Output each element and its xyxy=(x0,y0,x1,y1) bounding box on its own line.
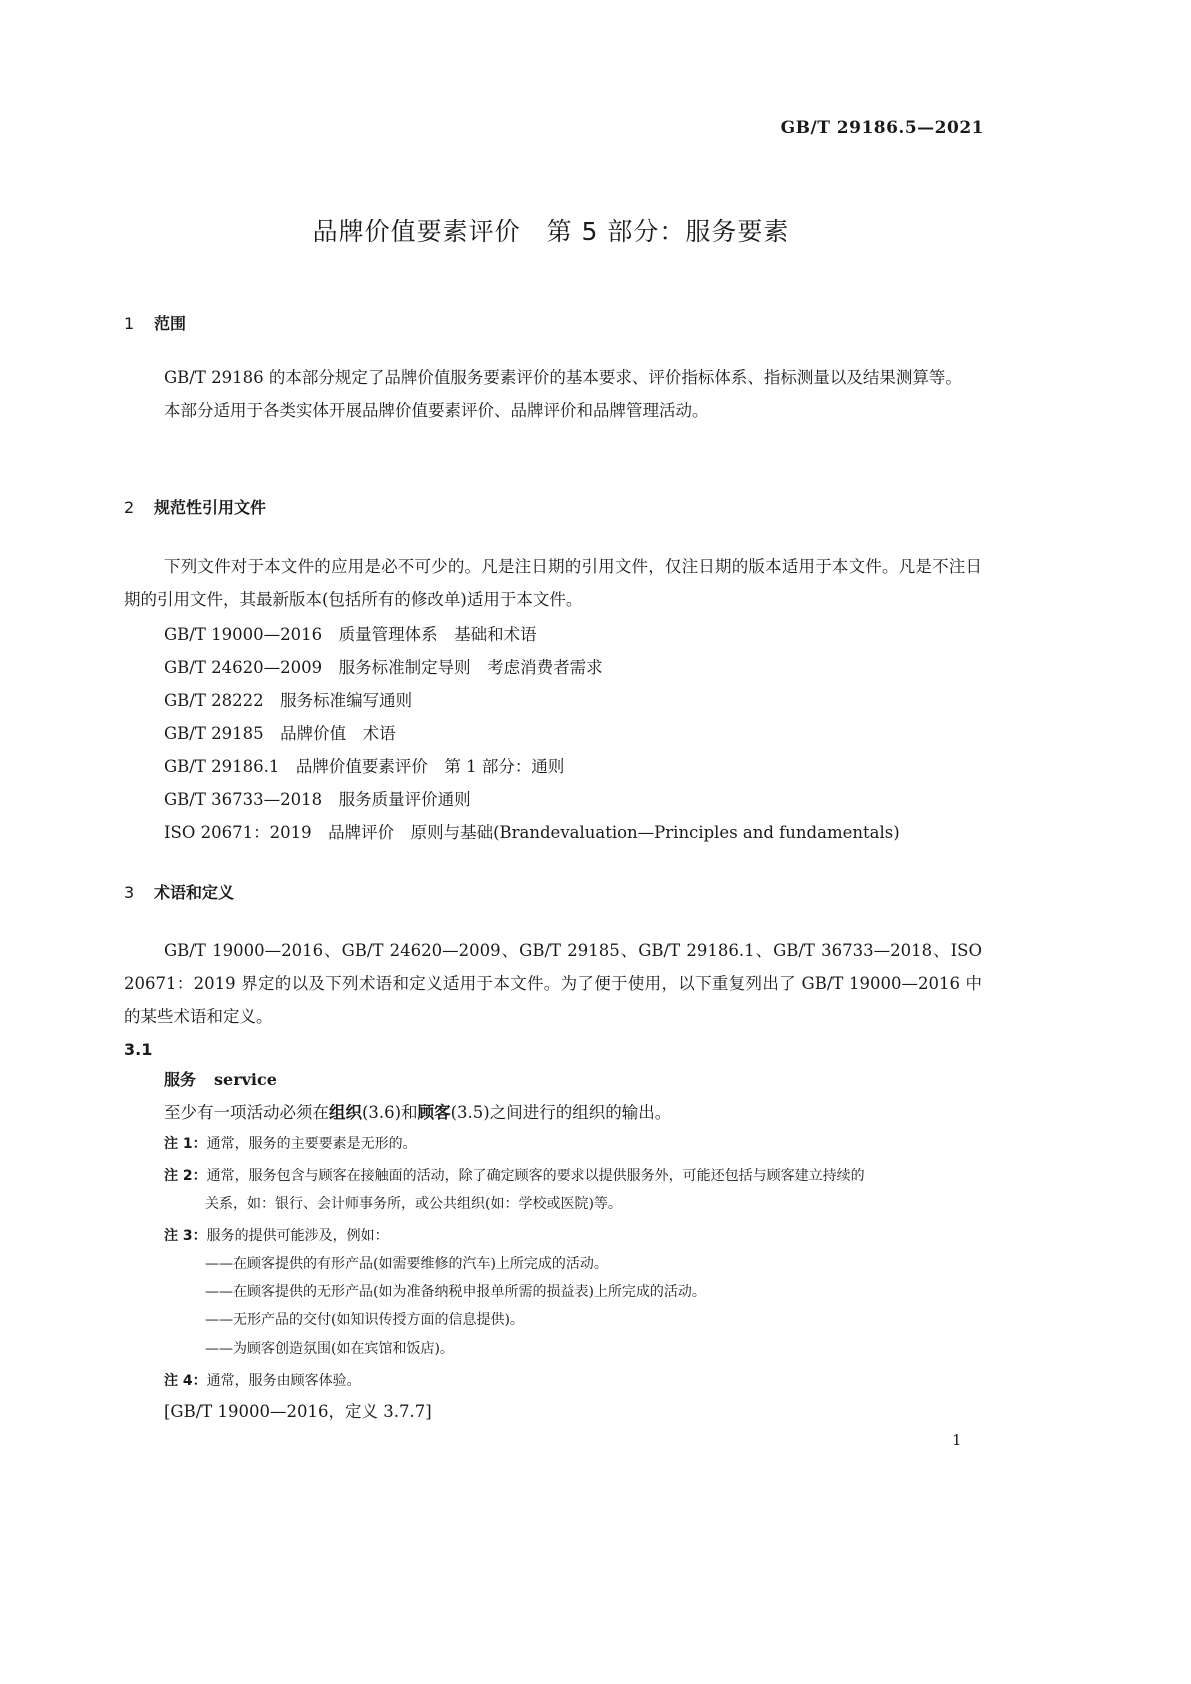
paragraph: 下列文件对于本文件的应用是必不可少的。凡是注日期的引用文件，仅注日期的版本适用于本文件。凡是不注日期的引用文件，其最新版本(包括所有的修改单)适用于本文件。 xyxy=(124,557,982,609)
term-zh: 服务 xyxy=(164,1070,197,1089)
term-number: 3.1 xyxy=(124,1040,153,1059)
section-number: 2 xyxy=(124,498,135,517)
paragraph: GB/T 19000—2016、GB/T 24620—2009、GB/T 29185、GB/T 29186.1、GB/T 36733—2018、ISO 20671：2019 界定的以及下列术语和定义适用于本文件。为了便于使用，以下重复列出了 GB/T 19000—2016 中的某些术语和定义。 xyxy=(124,941,982,1026)
note xyxy=(164,1225,389,1245)
page-number: 1 xyxy=(952,1431,962,1449)
section-2-body xyxy=(124,550,982,616)
definition-keyword: 组织 xyxy=(329,1103,362,1122)
note-label: 注 2： xyxy=(164,1168,207,1184)
note-continuation: 关系，如：银行、会计师事务所，或公共组织(如：学校或医院)等。 xyxy=(205,1196,622,1212)
reference-item: GB/T 29186.1 品牌价值要素评价 第 1 部分：通则 xyxy=(164,757,565,776)
reference-item: GB/T 19000—2016 质量管理体系 基础和术语 xyxy=(164,625,537,644)
section-number: 1 xyxy=(124,314,135,333)
definition-text: (3.6)和 xyxy=(362,1103,418,1122)
note-label: 注 1： xyxy=(164,1136,207,1152)
section-2-heading xyxy=(124,495,266,518)
section-title: 术语和定义 xyxy=(154,883,235,902)
section-1-body xyxy=(124,361,982,427)
section-title: 范围 xyxy=(154,314,187,333)
section-3-heading xyxy=(124,880,234,903)
note-text: 通常，服务的主要要素是无形的。 xyxy=(206,1136,417,1152)
note-label: 注 3： xyxy=(164,1228,207,1244)
paragraph: GB/T 29186 的本部分规定了品牌价值服务要素评价的基本要求、评价指标体系、指标测量以及结果测算等。 xyxy=(164,368,962,387)
dash-list-item: ——在顾客提供的无形产品(如为准备纳税申报单所需的损益表)上所完成的活动。 xyxy=(205,1284,706,1300)
dash-list-item: ——在顾客提供的有形产品(如需要维修的汽车)上所完成的活动。 xyxy=(205,1256,608,1272)
term-definition xyxy=(164,1099,671,1123)
term-en: service xyxy=(214,1070,277,1089)
paragraph: 本部分适用于各类实体开展品牌价值要素评价、品牌评价和品牌管理活动。 xyxy=(164,401,709,420)
section-title: 规范性引用文件 xyxy=(154,498,267,517)
note xyxy=(164,1165,865,1185)
term-heading xyxy=(164,1067,277,1090)
definition-text: 至少有一项活动必须在 xyxy=(164,1103,329,1122)
note-label: 注 4： xyxy=(164,1373,207,1389)
standard-id: GB/T 29186.5—2021 xyxy=(780,118,984,138)
note-text: 通常，服务包含与顾客在接触面的活动，除了确定顾客的要求以提供服务外，可能还包括与顾客建立持续的 xyxy=(206,1168,865,1184)
reference-item: GB/T 36733—2018 服务质量评价通则 xyxy=(164,790,471,809)
definition-keyword: 顾客 xyxy=(417,1103,451,1122)
reference-item: ISO 20671：2019 品牌评价 原则与基础(Brandevaluation—Principles and fundamentals) xyxy=(164,823,900,842)
section-number: 3 xyxy=(124,883,135,902)
document-title: 品牌价值要素评价 第 5 部分：服务要素 xyxy=(312,217,790,246)
reference-item: GB/T 24620—2009 服务标准制定导则 考虑消费者需求 xyxy=(164,658,603,677)
reference-item: GB/T 29185 品牌价值 术语 xyxy=(164,724,396,743)
section-1-heading xyxy=(124,311,186,334)
note xyxy=(164,1370,361,1390)
reference-item: GB/T 28222 服务标准编写通则 xyxy=(164,691,413,710)
note-text: 服务的提供可能涉及，例如： xyxy=(206,1228,389,1244)
dash-list-item: ——无形产品的交付(如知识传授方面的信息提供)。 xyxy=(205,1312,524,1328)
section-3-body xyxy=(124,934,982,1033)
dash-list-item: ——为顾客创造氛围(如在宾馆和饭店)。 xyxy=(205,1341,454,1357)
term-source: [GB/T 19000—2016，定义 3.7.7] xyxy=(164,1402,432,1421)
note-text: 通常，服务由顾客体验。 xyxy=(206,1373,361,1389)
definition-text: (3.5)之间进行的组织的输出。 xyxy=(450,1103,672,1122)
note xyxy=(164,1133,417,1153)
